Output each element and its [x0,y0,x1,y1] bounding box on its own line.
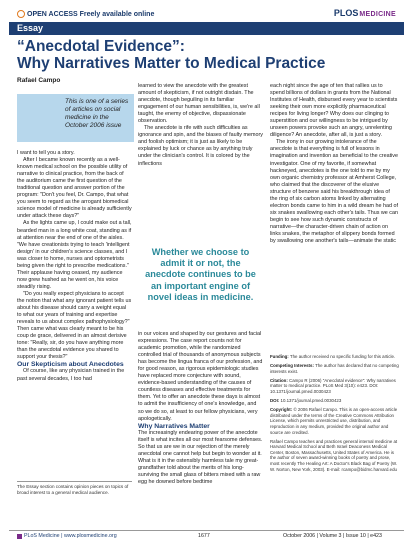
paragraph: in our voices and shaped by our gestures and facial expressions. The case report counts not for academic promotion, while the randomized controlled trial of thousands of anonymous subjects has become the lingua franca of our profession, and for good reason, as rigorous epidemiologic studies have replaced more conjecture with sound, evidence-based understanding of the causes of countless diseases and effective treatments for them. Yet to offer an anecdote these days is almost to admit the insufficiency of one's knowledge, and so we do so, at least to our fellow physicians, very apologetically. [138,331,263,422]
paragraph: As the lights came up, I could make out a tall, bearded man in a long white coat, standing as if at attention near the end of one of the aisles. "We have creationists trying to teach 'intelligent design' in our children's science classes, and I was closer to home, nurses and optometrists being given the right to prescribe medications." Their applause having ceased, my audience now grew hushed as he went on, his voice steadily rising. [17,220,132,290]
article-title [17,38,402,72]
journal-url: PLoS Medicine | www.plosmedicine.org [24,533,117,539]
essay-footnote: The Essay section contains opinion pieces on topics of broad interest to a general medical audience. [17,484,129,495]
open-access-icon [17,10,25,18]
medicine-label: MEDICINE [359,11,396,18]
paragraph: The anecdote is rife with such difficulties as ignorance and spin, and the biases of faulty memory and foolish optimism; it is just as likely to be explained by luck or chance as by anything truly under the clinician's control. It is colored by the inflections [138,125,263,167]
subheading: Why Narratives Matter [138,422,210,430]
series-callout [17,94,134,142]
plos-medicine-logo [334,8,396,18]
article-metadata [270,354,400,476]
footer-journal [17,533,117,539]
doi-note: DOI: 10.1371/journal.pmed.0030423 [270,398,342,404]
copyright-note: Copyright: © 2006 Rafael Campo. This is an open-access article distributed under the terms of the Creative Commons Attribution License, which permits unrestricted use, distribution, and reproduction in any medium, provided the original author and source are credited. [270,407,398,435]
paragraph: After I became known recently as a well-known medical school on the possible utility of narrative to clinical practice, from the back of the auditorium came the first question of the traditional question and answer portion of the program: "Don't you feel, Dr. Campo, that what you seem to regard as the arrogant biomedical science model of medicine is already sufficiently under attack these days?" [17,157,132,220]
open-access-label: OPEN ACCESS Freely available online [27,10,155,18]
subheading: Our Skepticism about Anecdotes [17,361,124,369]
page-number: 1677 [198,533,210,539]
paragraph: each night since the age of ten that rallies us to spend billions of dollars in grants from the National Institutes of Health, disbursed every year to scientists seeking their own more explicitly pharmaceutical recipes for living longer? Why does our clinging to superstition and our willingness to be intrigued by unseen powers provoke such an angry, unrelenting diligence? An anecdote, after all, is just a story. [270,83,398,139]
paragraph: Of course, like any physician trained in the past several decades, I too had [17,368,125,382]
paragraph: The increasingly endearing power of the anecdote itself is what incites all our most fearsome defenses. So that us are we in our rejection of the merely anecdotal one cannot help but begin to wonder at it. What is it in the ostensibly harmless tale my great-grandfather told about the merits of his long-surviving the small glass of bitters mixed with a raw egg he downed before bedtime [138,429,263,485]
section-bar [9,22,404,35]
column-2-top [138,83,263,168]
footer-divider [9,530,404,531]
citation-note: Citation: Campo R (2006) "Anecdotal evidence": Why narratives matter to medical practice. PLoS Med 3(10): e423. DOI: 10.1371/journal.pmed.0030423 [270,377,396,394]
paragraph: The irony in our growing intolerance of the anecdote is that everything is full of lessons in imagination and invention as beneficial to the creative investigator. One of my favorite, if somewhat hackneyed, anecdotes is the one told to me by my own organic chemistry professor at Amherst College, who claimed that the discoverer of the elusive structure of benzene said his breakthrough idea of the ring of six carbon atoms linked by alternating electron bonds came to him in a wild dream he had of six snakes swallowing each other's tails. Thus we can begin to see how such dynamic constructs of narrative—the character-driven chain of action on links snakes, the metaphor of slippery bonds formed by swallowing one another's tails—animate the static [270,139,398,245]
paragraph: learned to view the anecdote with the greatest amount of skepticism, if not outright disdain. The anecdote, though beguiling in its familiar engagement of our human sensibilities, is, we're all taught, the enemy of objective, dispassionate observation. [138,83,260,125]
column-3 [270,83,398,245]
column-2-bottom [138,331,263,486]
section-label: Essay [17,23,44,33]
paragraph: I want to tell you a story. [17,150,75,156]
title-line-2: Why Narratives Matter to Medical Practice [17,55,326,72]
pull-quote: Whether we choose to admit it or not, the anecdote continues to be an important engine of novel ideas in medicine. [145,247,256,302]
footnote-divider [17,481,132,482]
funding-note: Funding: The author received no specific funding for this article. [270,354,396,359]
competing-interests-note: Competing Interests: The author has declared that no competing interests exist. [270,363,399,374]
plos-square-icon [17,534,22,539]
plos-label: PLOS [333,8,359,18]
author-bio: Rafael Campo teaches and practices general internal medicine at Harvard Medical School and Beth Israel Deaconess Medical Center, Boston, Massachusetts, United States of America. He is the author of seven award-winning books of poetry and prose, most recently The Healing Art: A Doctor's Black Bag of Poetry (W. W. Norton, New York, 2003). E-mail: rcampo@bidmc.harvard.edu [270,438,398,472]
author-name: Rafael Campo [17,77,61,84]
series-callout-text: This is one of a series of articles on social medicine in the October 2006 issue [65,98,129,129]
column-1 [17,150,132,383]
issue-info: October 2006 | Volume 3 | Issue 10 | e423 [283,533,382,539]
title-line-1: “Anecdotal Evidence”: [17,38,185,55]
open-access-logo [17,10,154,18]
paragraph: "Do you really expect physicians to accept the notion that what any ignorant patient tells us about his disease should carry a weight equal to what our years of training and expertise reveals to us about complex pathophysiology?" Then came what was clearly meant to be his coup de grace, delivered in an almost derisive tone: "Really, sir, do you have anything more than the anecdotal evidence you shared to support your thesis?" [17,290,132,361]
